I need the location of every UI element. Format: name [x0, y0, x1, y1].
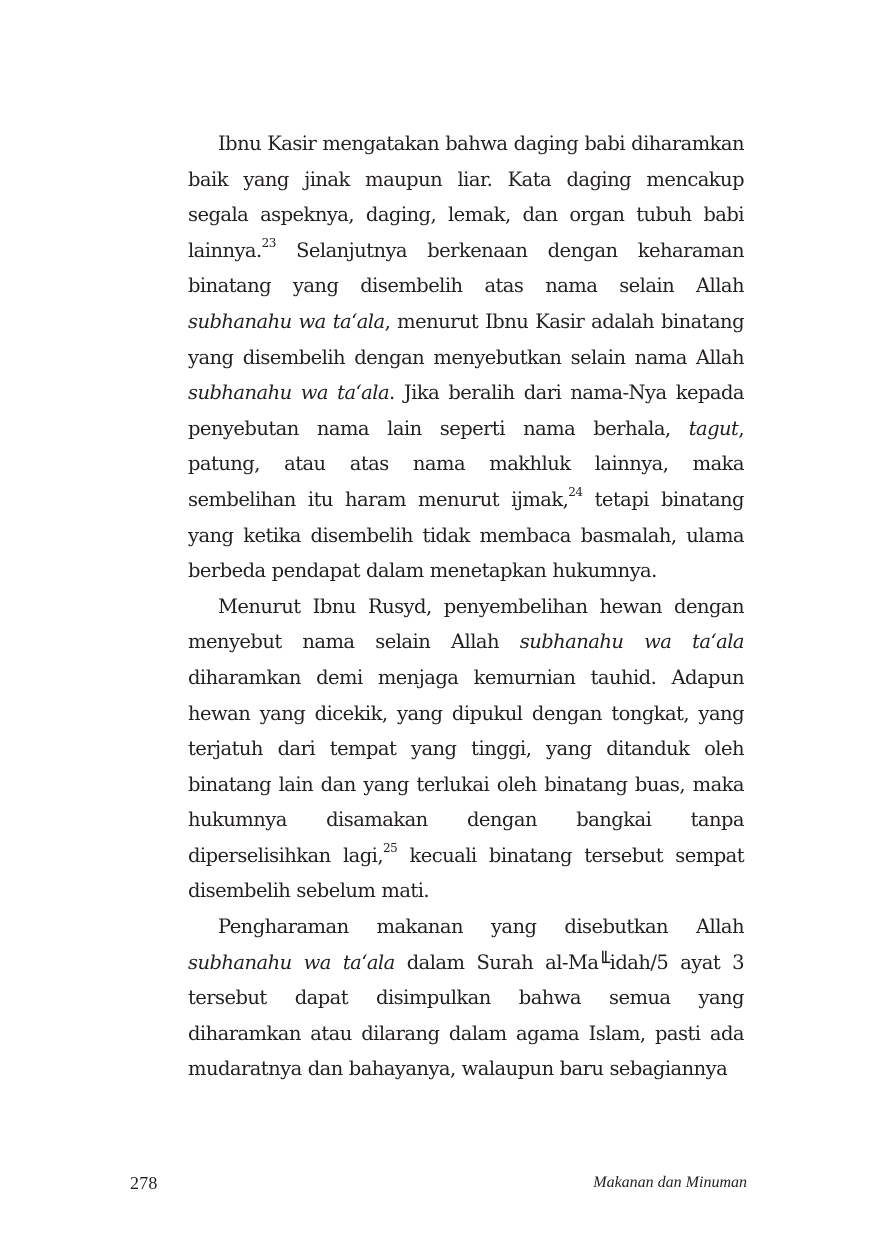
- paragraph-1-text-2: Selanjutnya berkenaan dengan keharaman binatang yang disembelih atas nama selain Allah: [188, 238, 744, 298]
- paragraph-1-text-6: tetapi binatang yang ketika disembelih tidak membaca basmalah, ulama berbeda pendapat dalam menetapkan hukumnya.: [188, 487, 744, 583]
- paragraph-1-italic-2: subhanahu wa ta‘ala: [188, 381, 390, 405]
- paragraph-3-text-0: Pengharaman makanan yang disebutkan Allah: [218, 915, 744, 939]
- paragraph-2-text-3: kecuali binatang tersebut sempat disembelih sebelum mati.: [188, 843, 744, 903]
- paragraph-1-italic-1: subhanahu wa ta‘ala: [188, 309, 385, 333]
- paragraph-3: [188, 909, 744, 1087]
- page-number: 278: [130, 1173, 158, 1193]
- footnote-ref-25[interactable]: 25: [383, 841, 398, 856]
- paragraph-1: [188, 126, 744, 589]
- footnote-ref-24[interactable]: 24: [568, 485, 583, 500]
- page-footer: [130, 1173, 747, 1197]
- footnote-ref-23[interactable]: 23: [261, 236, 276, 251]
- body-text: [188, 126, 744, 1087]
- paragraph-1-text-1: Ibnu Kasir mengatakan bahwa daging babi diharamkan baik yang jinak maupun liar. Kata daging mencakup segala aspeknya, daging, lemak, dan organ tubuh babi lainnya.: [188, 132, 744, 262]
- paragraph-2-text-1: Menurut Ibnu Rusyd, penyembelihan hewan dengan menyebut nama selain Allah: [188, 594, 744, 654]
- paragraph-1-text-3: , menurut Ibnu Kasir adalah binatang yang disembelih dengan menyebutkan selain nama Allah: [188, 309, 745, 369]
- paragraph-2: [188, 589, 744, 909]
- paragraph-2-italic-1: subhanahu wa ta‘ala: [519, 630, 744, 654]
- paragraph-1-text-4: . Jika beralih dari nama-Nya kepada penyebutan nama lain seperti nama berhala,: [188, 381, 744, 440]
- paragraph-3-text-1: dalam Surah al-Ma╙idah/5 ayat 3 tersebut dapat disimpulkan bahwa semua yang diharamkan atau dilarang dalam agama Islam, pasti ada mudaratnya dan bahayanya, walaupun baru sebagiannya: [188, 950, 745, 1081]
- paragraph-2-text-2: diharamkan demi menjaga kemurnian tauhid. Adapun hewan yang dicekik, yang dipukul dengan tongkat, yang terjatuh dari tempat yang tinggi, yang ditanduk oleh binatang lain dan yang terlukai oleh binatang buas, maka hukumnya disamakan dengan bangkai tanpa diperselisihkan lagi,: [188, 665, 744, 867]
- paragraph-3-italic-1: subhanahu wa ta‘ala: [188, 950, 395, 974]
- paragraph-1-italic-3: tagut: [688, 416, 739, 440]
- running-title: Makanan dan Minuman: [593, 1174, 747, 1191]
- paragraph-1-text-5: , patung, atau atas nama makhluk lainnya, maka sembelihan itu haram menurut ijmak,: [188, 416, 744, 511]
